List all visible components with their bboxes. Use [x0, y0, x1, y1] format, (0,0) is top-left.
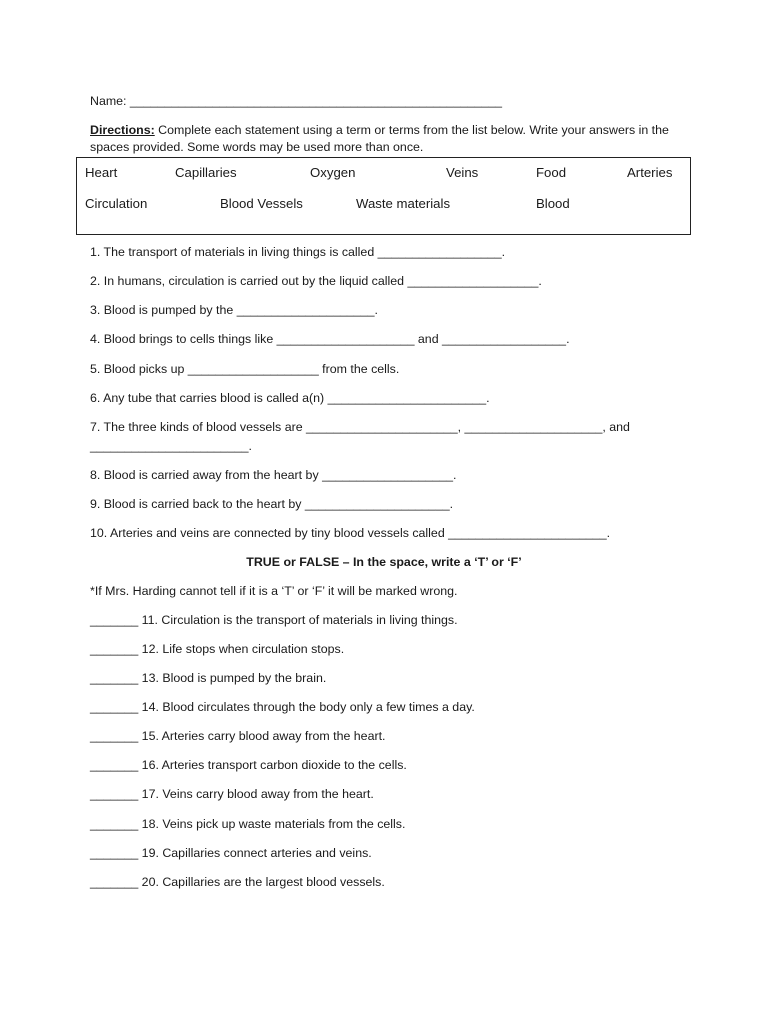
question-12: _______ 12. Life stops when circulation stops.	[90, 642, 345, 656]
question-17: _______ 17. Veins carry blood away from the heart.	[90, 787, 374, 801]
word-bank-item: Capillaries	[175, 165, 237, 180]
true-false-note: *If Mrs. Harding cannot tell if it is a ‘T’ or ‘F’ it will be marked wrong.	[90, 584, 458, 598]
question-18: _______ 18. Veins pick up waste materials from the cells.	[90, 817, 406, 831]
question-20: _______ 20. Capillaries are the largest blood vessels.	[90, 875, 385, 889]
word-bank-item: Blood Vessels	[220, 196, 303, 211]
word-bank-item: Blood	[536, 196, 570, 211]
question-11: _______ 11. Circulation is the transport of materials in living things.	[90, 613, 458, 627]
word-bank-item: Arteries	[627, 165, 673, 180]
question-7: 7. The three kinds of blood vessels are ______________________, ____________________, and	[90, 420, 630, 434]
question-3: 3. Blood is pumped by the ____________________.	[90, 303, 378, 317]
question-13: _______ 13. Blood is pumped by the brain.	[90, 671, 327, 685]
question-2: 2. In humans, circulation is carried out by the liquid called ___________________.	[90, 274, 542, 288]
question-15: _______ 15. Arteries carry blood away from the heart.	[90, 729, 386, 743]
word-bank-item: Food	[536, 165, 567, 180]
question-1: 1. The transport of materials in living things is called __________________.	[90, 245, 506, 259]
question-10: 10. Arteries and veins are connected by tiny blood vessels called _______________________.	[90, 526, 611, 540]
question-19: _______ 19. Capillaries connect arteries and veins.	[90, 846, 372, 860]
word-bank-item: Circulation	[85, 196, 148, 211]
word-bank-item: Waste materials	[356, 196, 451, 211]
question-4: 4. Blood brings to cells things like ____________________ and __________________.	[90, 332, 570, 346]
name-line: Name: ______________________________________________________	[90, 94, 503, 108]
word-bank-item: Heart	[85, 165, 118, 180]
question-14: _______ 14. Blood circulates through the body only a few times a day.	[90, 700, 475, 714]
question-7-continued: _______________________.	[90, 439, 252, 453]
question-16: _______ 16. Arteries transport carbon dioxide to the cells.	[90, 758, 407, 772]
directions-label: Directions:	[90, 123, 155, 137]
word-bank-item: Oxygen	[310, 165, 356, 180]
word-bank-item: Veins	[446, 165, 479, 180]
question-5: 5. Blood picks up ___________________ from the cells.	[90, 362, 400, 376]
directions	[90, 122, 690, 156]
question-9: 9. Blood is carried back to the heart by _____________________.	[90, 497, 454, 511]
word-bank-box	[76, 157, 691, 235]
question-8: 8. Blood is carried away from the heart by ___________________.	[90, 468, 457, 482]
question-6: 6. Any tube that carries blood is called a(n) _______________________.	[90, 391, 490, 405]
true-false-heading: TRUE or FALSE – In the space, write a ‘T’ or ‘F’	[246, 555, 522, 569]
directions-text: Complete each statement using a term or terms from the list below. Write your answers in the spaces provided. Some words may be used more than once.	[90, 123, 669, 154]
